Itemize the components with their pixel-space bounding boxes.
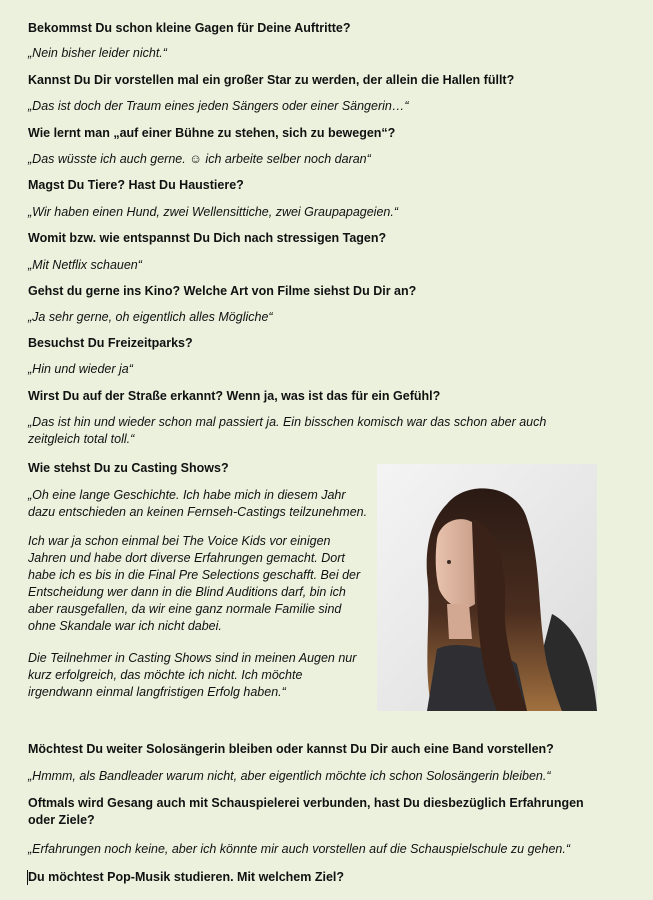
- portrait-photo: [377, 464, 597, 711]
- question: Wirst Du auf der Straße erkannt? Wenn ja, was ist das für ein Gefühl?: [28, 389, 441, 403]
- answer: „Hmmm, als Bandleader warum nicht, aber eigentlich möchte ich schon Solosängerin bleiben.“: [28, 769, 551, 783]
- question: Möchtest Du weiter Solosängerin bleiben oder kannst Du Dir auch eine Band vorstellen?: [28, 742, 554, 756]
- question: Wie stehst Du zu Casting Shows?: [28, 461, 229, 475]
- answer: „Nein bisher leider nicht.“: [28, 46, 167, 60]
- answer: „Das ist hin und wieder schon mal passiert ja. Ein bisschen komisch war das schon aber auch zeitgleich total toll.“: [28, 415, 547, 446]
- question: Magst Du Tiere? Hast Du Haustiere?: [28, 178, 244, 192]
- question: Gehst du gerne ins Kino? Welche Art von Filme siehst Du Dir an?: [28, 284, 417, 298]
- answer: „Mit Netflix schauen“: [28, 258, 142, 272]
- answer: „Das wüsste ich auch gerne. ☺ ich arbeite selber noch daran“: [28, 152, 371, 166]
- answer-paragraph: Die Teilnehmer in Casting Shows sind in meinen Augen nur kurz erfolgreich, das möchte ich nicht. Ich möchte irgendwann einmal langfristigen Erfolg haben.“: [28, 651, 357, 699]
- question: Wie lernt man „auf einer Bühne zu stehen, sich zu bewegen“?: [28, 126, 396, 140]
- answer-paragraph: Ich war ja schon einmal bei The Voice Kids vor einigen Jahren und habe dort diverse Erfahrungen gemacht. Dort habe ich es bis in die Final Pre Selections geschafft. Bei der Entscheidung wer dann in die Blind Auditions darf, bin ich aber rausgefallen, da wir eine ganz normale Familie sind ohne Skandale war ich nicht dabei.: [28, 534, 361, 633]
- answer: „Hin und wieder ja“: [28, 362, 133, 376]
- question: Du möchtest Pop-Musik studieren. Mit welchem Ziel?: [28, 870, 345, 884]
- text-cursor: [27, 870, 28, 885]
- question: Bekommst Du schon kleine Gagen für Deine Auftritte?: [28, 21, 351, 35]
- question: Besuchst Du Freizeitparks?: [28, 336, 193, 350]
- answer: „Wir haben einen Hund, zwei Wellensittiche, zwei Graupapageien.“: [28, 205, 398, 219]
- question: Oftmals wird Gesang auch mit Schauspielerei verbunden, hast Du diesbezüglich Erfahrungen oder Ziele?: [28, 796, 584, 827]
- answer: „Das ist doch der Traum eines jeden Sängers oder einer Sängerin…“: [28, 99, 409, 113]
- answer-paragraph: „Oh eine lange Geschichte. Ich habe mich in diesem Jahr dazu entschieden an keinen Fernseh-Castings teilzunehmen.: [28, 488, 368, 519]
- answer: „Ja sehr gerne, oh eigentlich alles Mögliche“: [28, 310, 273, 324]
- question: Womit bzw. wie entspannst Du Dich nach stressigen Tagen?: [28, 231, 387, 245]
- question: Kannst Du Dir vorstellen mal ein großer Star zu werden, der allein die Hallen füllt?: [28, 73, 515, 87]
- answer: „Erfahrungen noch keine, aber ich könnte mir auch vorstellen auf die Schauspielschule zu gehen.“: [28, 842, 570, 856]
